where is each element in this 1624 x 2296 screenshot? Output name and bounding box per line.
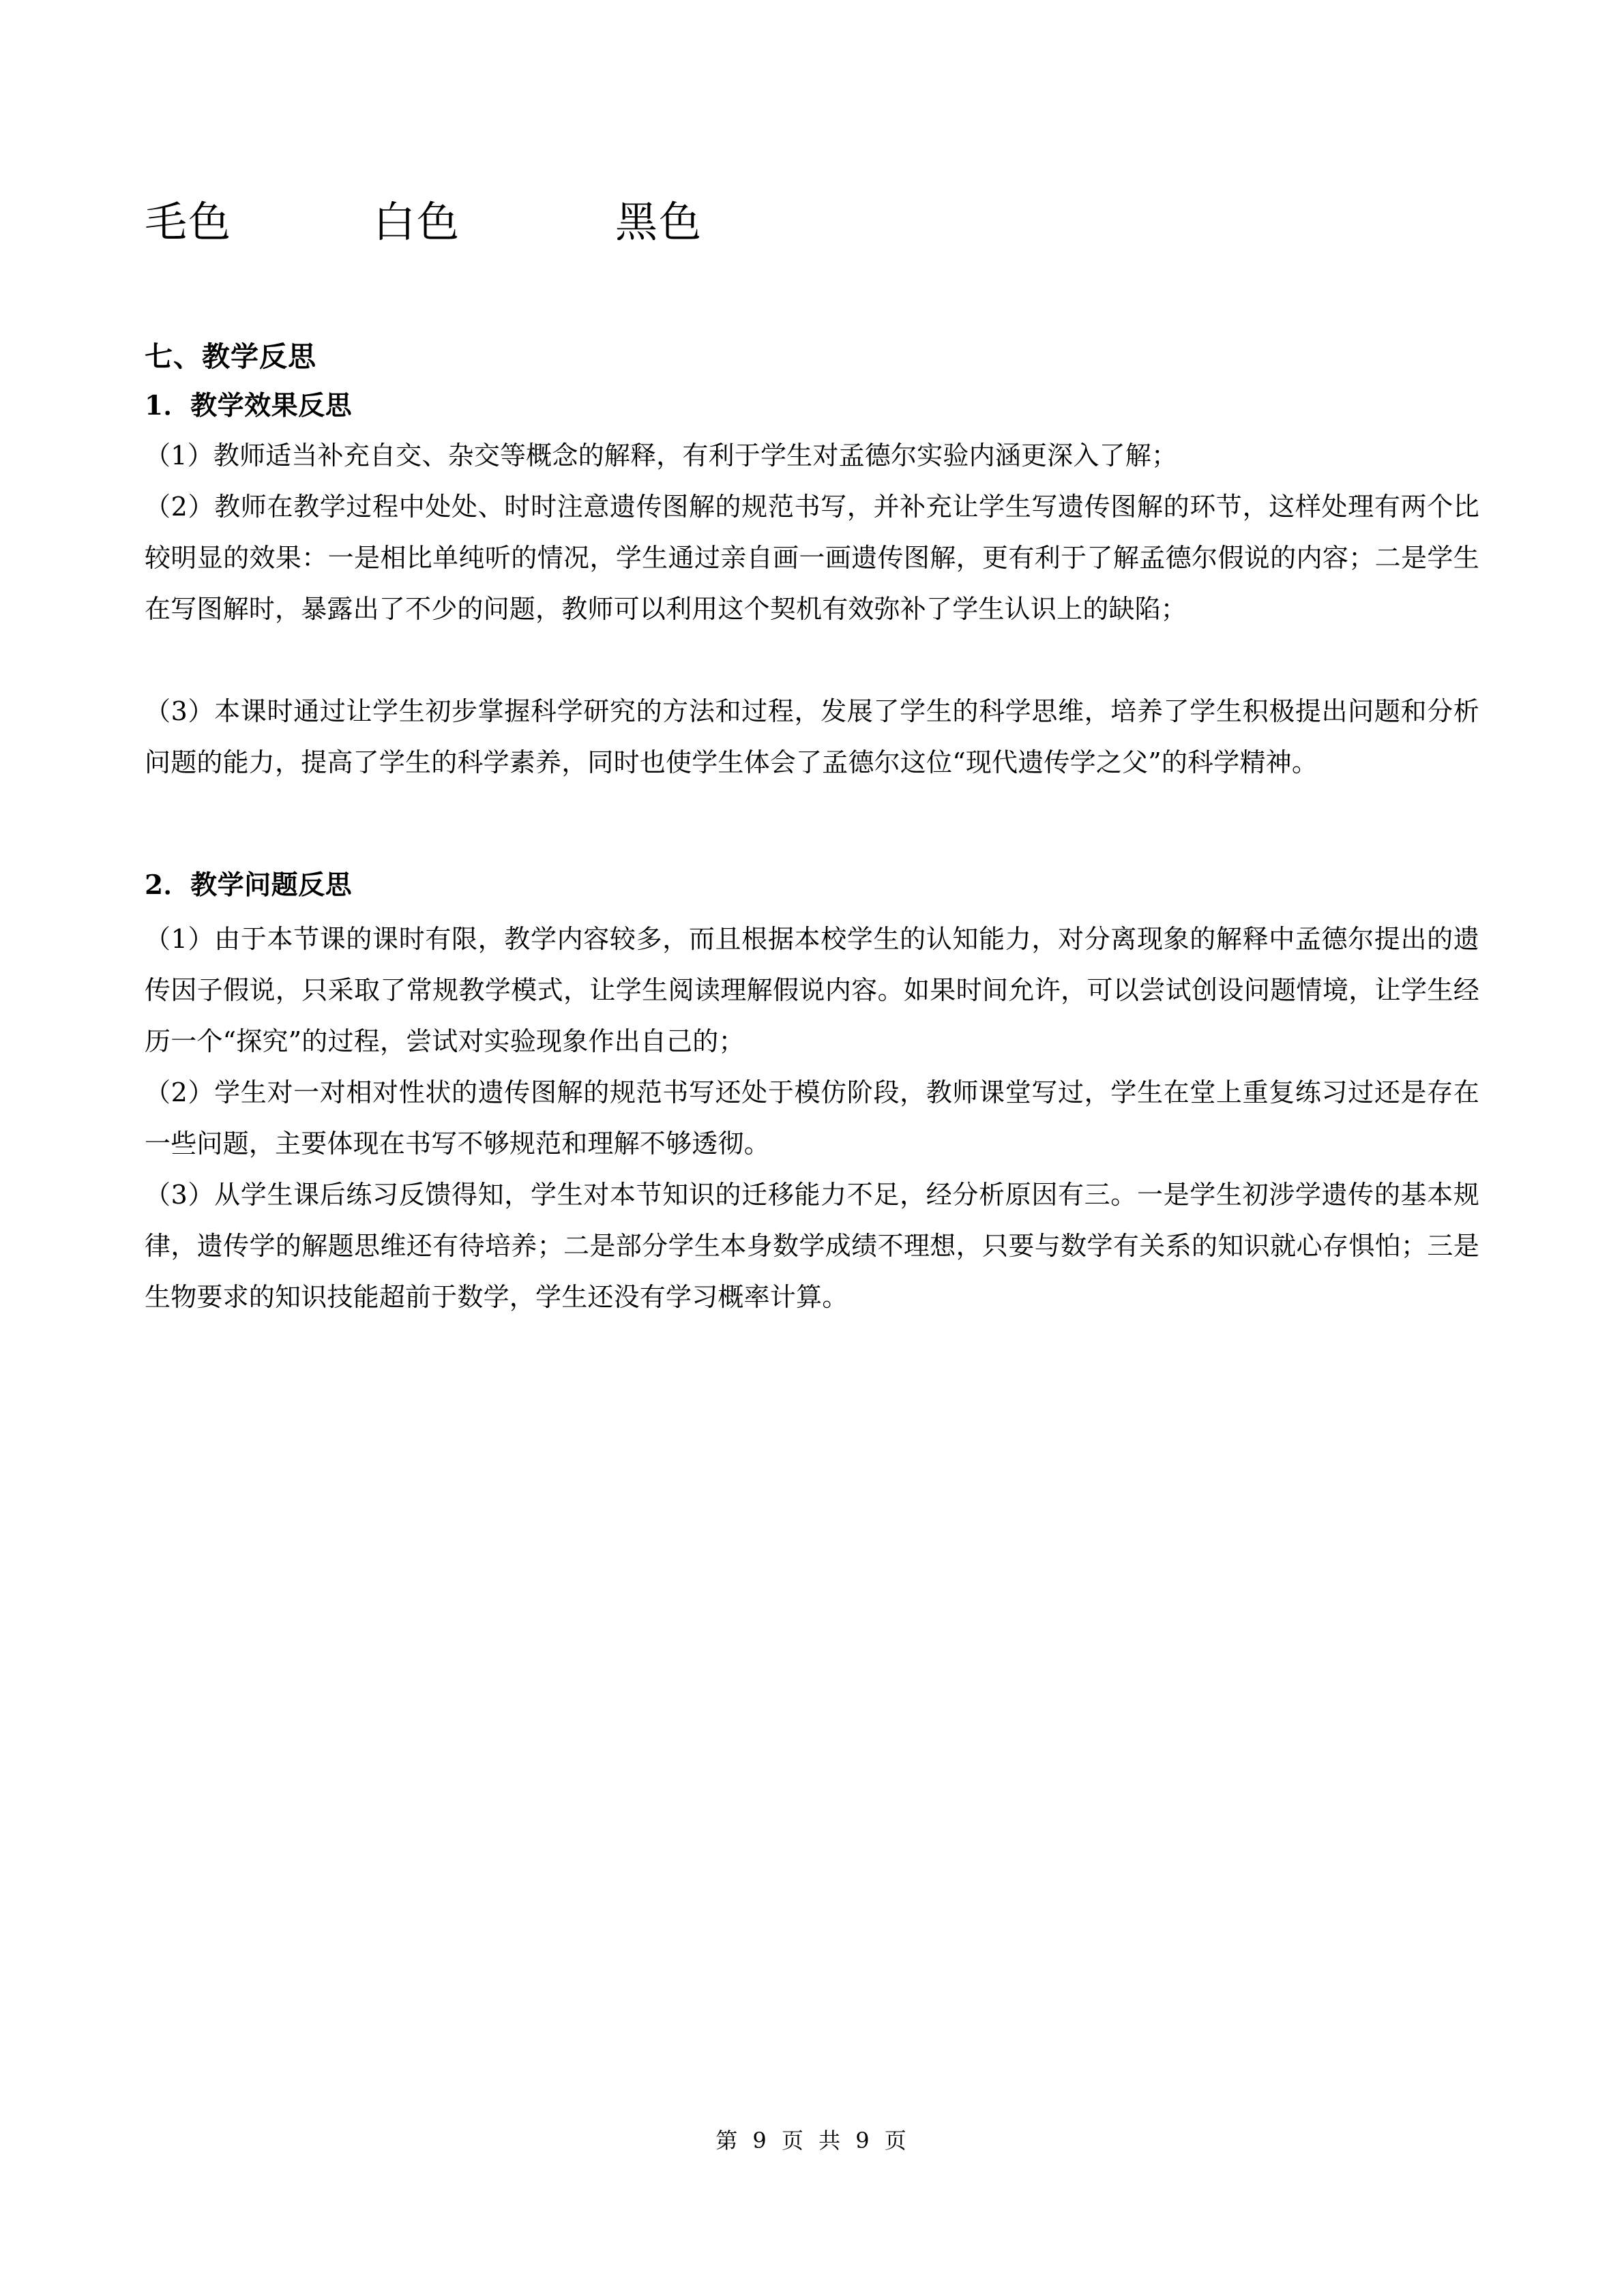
subsection-heading-effect-reflection: 1．教学效果反思	[145, 390, 353, 421]
subsection-heading-problem-reflection: 2．教学问题反思	[145, 869, 353, 901]
section-heading-teaching-reflection: 七、教学反思	[145, 340, 316, 373]
paragraph-2-1: （1）由于本节课的课时有限，教学内容较多，而且根据本校学生的认知能力，对分离现象的解释中孟德尔提出的遗传因子假说，只采取了常规教学模式，让学生阅读理解假说内容。如果时间允许，可以尝试创设问题情境，让学生经历一个“探究”的过程，尝试对实验现象作出自己的；	[145, 924, 1479, 1056]
paragraph-1-1: （1）教师适当补充自交、杂交等概念的解释，有利于学生对孟德尔实验内涵更深入了解；	[145, 441, 1178, 471]
paragraph-1-2: （2）教师在教学过程中处处、时时注意遗传图解的规范书写，并补充让学生写遗传图解的环节，这样处理有两个比较明显的效果：一是相比单纯听的情况，学生通过亲自画一画遗传图解，更有利于了解孟德尔假说的内容；二是学生在写图解时，暴露出了不少的问题，教师可以利用这个契机有效弥补了学生认识上的缺陷；	[145, 492, 1479, 624]
trait-row	[145, 190, 895, 255]
paragraph-2-2: （2）学生对一对相对性状的遗传图解的规范书写还处于模仿阶段，教师课堂写过，学生在堂上重复练习过还是存在一些问题，主要体现在书写不够规范和理解不够透彻。	[145, 1077, 1479, 1159]
paragraph-2-3: （3）从学生课后练习反馈得知，学生对本节知识的迁移能力不足，经分析原因有三。一是学生初涉学遗传的基本规律，遗传学的解题思维还有待培养；二是部分学生本身数学成绩不理想，只要与数学有关系的知识就心存惧怕；三是生物要求的知识技能超前于数学，学生还没有学习概率计算。	[145, 1180, 1479, 1312]
trait-label-fur-color: 毛色	[145, 197, 233, 247]
paragraph-1-3: （3）本课时通过让学生初步掌握科学研究的方法和过程，发展了学生的科学思维，培养了学生积极提出问题和分析问题的能力，提高了学生的科学素养，同时也使学生体会了孟德尔这位“现代遗传学之父”的科学精神。	[145, 696, 1479, 777]
page-footer: 第 9 页 共 9 页	[715, 2128, 911, 2153]
trait-value-white: 白色	[373, 197, 461, 247]
trait-value-black: 黑色	[615, 197, 703, 247]
